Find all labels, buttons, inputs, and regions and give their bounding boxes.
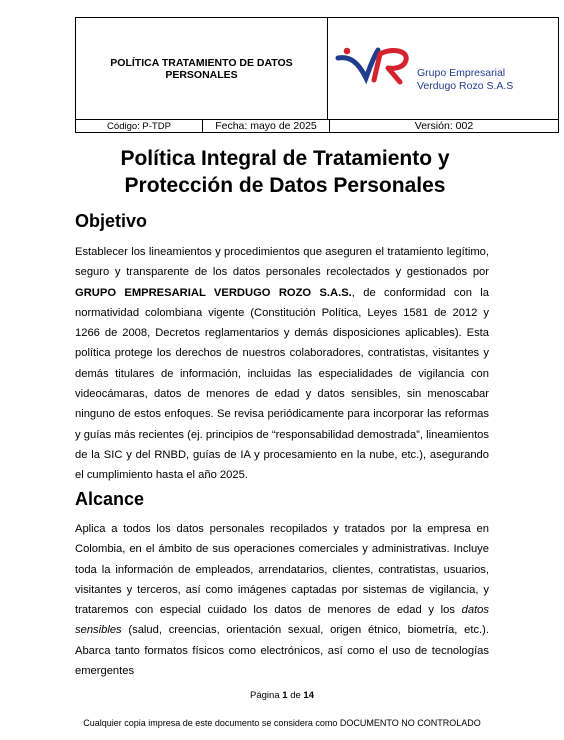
company-logo — [328, 18, 558, 119]
page-label: Página — [250, 690, 280, 701]
header-meta-row — [76, 119, 558, 133]
alcance-text-part2: (salud, creencias, orientación sexual, origen étnico, biometría, etc.). Abarca tanto formatos físicos como electrónicos, así como el uso de tecnologías emergentes — [75, 624, 489, 678]
page-number — [0, 690, 564, 701]
alcance-text-part1: Aplica a todos los datos personales recopilados y tratados por la empresa en Colombia, en el ámbito de sus operaciones comerciales y administrativas. Incluye toda la información de empleados, arrendatarios, clientes, contratistas, usuarios, visitantes y terceros, así como imágenes captadas por sistemas de vigilancia, y trataremos con especial cuidado los datos de menores de edad y los — [75, 523, 489, 617]
heading-objetivo: Objetivo — [75, 211, 148, 231]
main-title: Política Integral de Tratamiento y Protección de Datos Personales — [120, 147, 450, 197]
objetivo-text-part1: Establecer los lineamientos y procedimientos que aseguren el tratamiento legítimo, seguro y transparente de los datos personales recolectados y gestionados por — [75, 246, 489, 279]
header-title: POLÍTICA TRATAMIENTO DE DATOS PERSONALES — [110, 56, 293, 81]
objetivo-text-part2: , de conformidad con la normatividad colombiana vigente (Constitución Política, Leyes 1581 de 2012 y 1266 de 2008, Decretos reglamentarios y demás disposiciones aplicables). Esta política protege los derechos de nuestros colaboradores, contratistas, visitantes y demás titulares de información, incluidas las especialidades de vigilancia con videocámaras, datos de menores de edad y datos sensibles, sin menoscabar ninguno de estos enfoques. Se revisa periódicamente para incorporar las reformas y guías más recientes (ej. principios de “responsabilidad demostrada”, lineamientos de la SIC y del RNBD, guías de IA y procesamiento en la nube, etc.), asegurando el cumplimiento hasta el año 2025. — [75, 286, 489, 482]
page-current: 1 — [282, 690, 288, 701]
uncontrolled-copy-note: Cualquier copia impresa de este documento se considera como DOCUMENTO NO CONTROLADO — [83, 718, 481, 728]
paragraph-alcance — [75, 519, 489, 678]
logo-text-line1: Grupo Empresarial — [417, 67, 506, 79]
heading-alcance: Alcance — [75, 489, 145, 509]
document-header-table — [75, 17, 559, 133]
paragraph-objetivo — [75, 242, 489, 486]
page-of: de — [290, 690, 301, 701]
document-version: Versión: 002 — [414, 120, 474, 132]
datos-sensibles-term: datos sensibles — [75, 604, 489, 637]
logo-text-line2: Verdugo Rozo S.A.S — [417, 80, 514, 92]
document-code: Código: P-TDP — [76, 120, 203, 133]
page-total: 14 — [303, 690, 314, 701]
document-date: Fecha: mayo de 2025 — [203, 120, 330, 133]
vr-logo-icon — [336, 44, 418, 84]
company-name: GRUPO EMPRESARIAL VERDUGO ROZO S.A.S. — [75, 286, 352, 299]
header-title-cell — [76, 18, 328, 119]
